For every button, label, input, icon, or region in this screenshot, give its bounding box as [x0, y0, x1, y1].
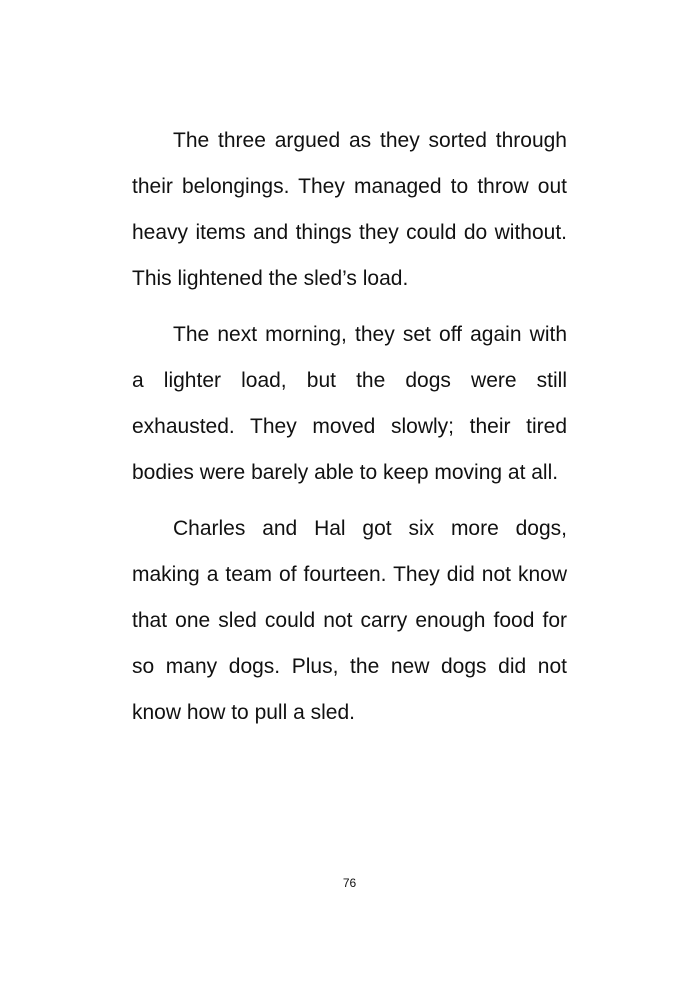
paragraph-1: The three argued as they sorted through their belongings. They managed to throw out heavy items and things they could do without. This lightened the sled’s load.	[132, 129, 567, 290]
body-text	[132, 118, 567, 736]
paragraph-2: The next morning, they set off again with a lighter load, but the dogs were still exhausted. They moved slowly; their tired bodies were barely able to keep moving at all.	[132, 323, 567, 484]
paragraph-3: Charles and Hal got six more dogs, making a team of fourteen. They did not know that one sled could not carry enough food for so many dogs. Plus, the new dogs did not know how to pull a sled.	[132, 517, 567, 724]
page-number: 76	[342, 876, 357, 890]
